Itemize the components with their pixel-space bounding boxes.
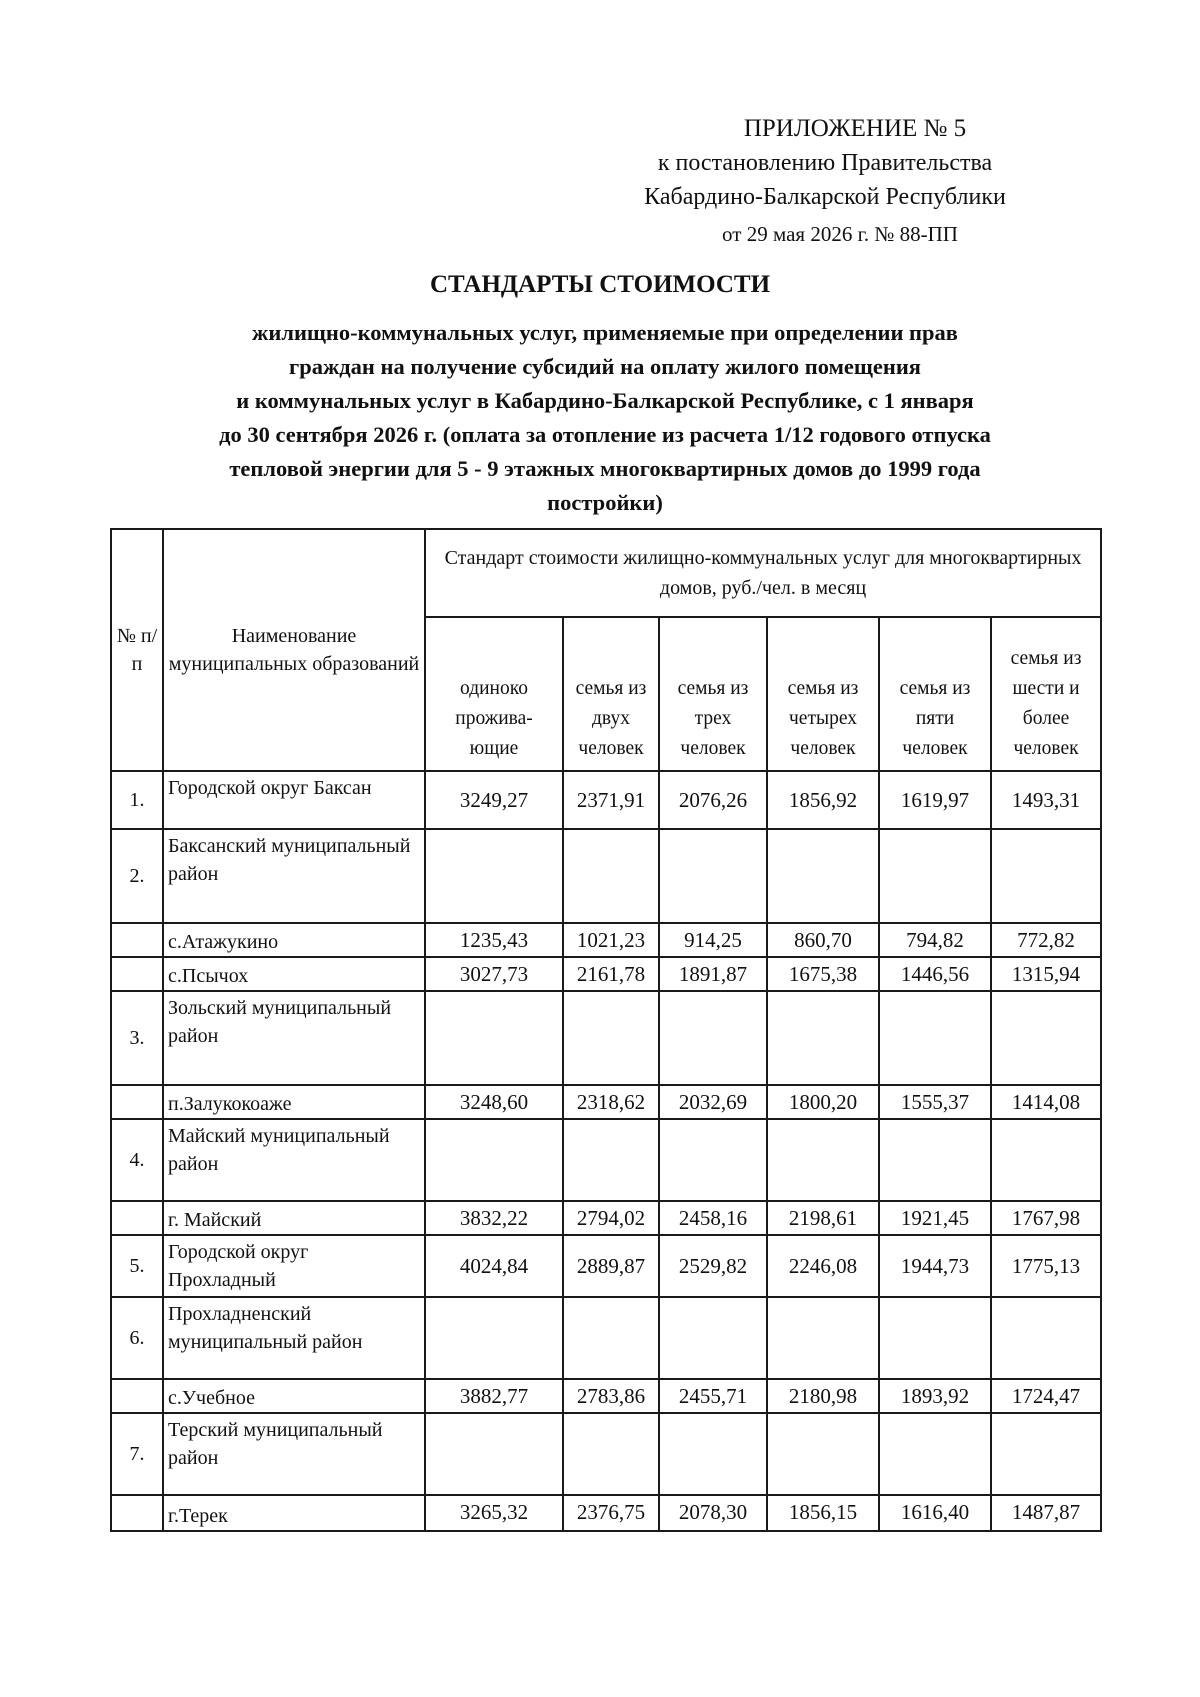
header-num: № п/п <box>111 529 163 771</box>
row-number <box>111 1201 163 1235</box>
appendix-line-1: к постановлению Правительства <box>657 150 993 176</box>
row-number <box>111 923 163 957</box>
row-value-4 <box>879 1119 991 1201</box>
row-value-1: 1021,23 <box>563 923 659 957</box>
row-value-2: 2455,71 <box>659 1379 767 1413</box>
row-value-2: 914,25 <box>659 923 767 957</box>
row-name: с.Учебное <box>163 1379 425 1413</box>
table-row <box>111 1119 1101 1201</box>
row-value-2: 2076,26 <box>659 771 767 829</box>
row-value-3: 1856,15 <box>767 1495 879 1531</box>
header-name: Наименование муниципальных образований <box>163 529 425 771</box>
row-value-0 <box>425 1119 563 1201</box>
header-column-5: семья из шести и более человек <box>991 617 1101 771</box>
row-value-4: 1921,45 <box>879 1201 991 1235</box>
row-value-2 <box>659 1119 767 1201</box>
row-value-5: 1775,13 <box>991 1235 1101 1297</box>
table-row <box>111 1413 1101 1495</box>
row-value-3 <box>767 829 879 923</box>
table-row <box>111 1297 1101 1379</box>
table-row <box>111 771 1101 829</box>
row-value-2 <box>659 1413 767 1495</box>
subtitle-line: граждан на получение субсидий на оплату жилого помещения <box>289 354 921 379</box>
row-value-4: 1893,92 <box>879 1379 991 1413</box>
row-value-4 <box>879 1413 991 1495</box>
header-column-1: семья из двух человек <box>563 617 659 771</box>
row-name: Городской округ Прохладный <box>163 1235 425 1297</box>
row-value-3 <box>767 1119 879 1201</box>
row-value-5 <box>991 991 1101 1085</box>
document-title: СТАНДАРТЫ СТОИМОСТИ <box>429 271 771 298</box>
row-number: 6. <box>111 1297 163 1379</box>
subtitle-line: тепловой энергии для 5 - 9 этажных многоквартирных домов до 1999 года <box>229 456 981 481</box>
row-value-1 <box>563 1297 659 1379</box>
row-number: 4. <box>111 1119 163 1201</box>
row-value-0: 4024,84 <box>425 1235 563 1297</box>
row-value-5: 1767,98 <box>991 1201 1101 1235</box>
table-row <box>111 1495 1101 1531</box>
row-number <box>111 1495 163 1531</box>
row-value-3: 1675,38 <box>767 957 879 991</box>
row-name: Баксанский муниципальный район <box>163 829 425 923</box>
row-name: Терский муниципальный район <box>163 1413 425 1495</box>
row-value-3: 1800,20 <box>767 1085 879 1119</box>
row-value-2 <box>659 991 767 1085</box>
row-name: г.Терек <box>163 1495 425 1531</box>
row-number <box>111 1379 163 1413</box>
row-name: Прохладненский муниципальный район <box>163 1297 425 1379</box>
row-value-4: 1446,56 <box>879 957 991 991</box>
header-column-0: одиноко прожива- ющие <box>425 617 563 771</box>
row-value-2: 2078,30 <box>659 1495 767 1531</box>
row-number: 1. <box>111 771 163 829</box>
header-column-4: семья из пяти человек <box>879 617 991 771</box>
subtitle-line: до 30 сентября 2026 г. (оплата за отопление из расчета 1/12 годового отпуска <box>219 422 991 447</box>
header-column-2: семья из трех человек <box>659 617 767 771</box>
row-value-3: 1856,92 <box>767 771 879 829</box>
header-column-3: семья из четырех человек <box>767 617 879 771</box>
row-value-5: 1724,47 <box>991 1379 1101 1413</box>
row-value-1: 2889,87 <box>563 1235 659 1297</box>
row-number: 7. <box>111 1413 163 1495</box>
row-value-0: 3248,60 <box>425 1085 563 1119</box>
row-value-4: 1616,40 <box>879 1495 991 1531</box>
row-name: с.Атажукино <box>163 923 425 957</box>
row-value-1 <box>563 1413 659 1495</box>
subtitle-line: жилищно-коммунальных услуг, применяемые при определении прав <box>252 320 958 345</box>
table-row <box>111 923 1101 957</box>
row-value-0: 1235,43 <box>425 923 563 957</box>
row-value-3: 2198,61 <box>767 1201 879 1235</box>
row-number: 2. <box>111 829 163 923</box>
row-number <box>111 1085 163 1119</box>
row-value-2 <box>659 1297 767 1379</box>
row-value-3: 860,70 <box>767 923 879 957</box>
row-value-5: 1315,94 <box>991 957 1101 991</box>
row-value-0 <box>425 1297 563 1379</box>
appendix-line-2: Кабардино-Балкарской Республики <box>644 184 1006 210</box>
subtitle-line: и коммунальных услуг в Кабардино-Балкарской Республике, с 1 января <box>236 388 974 413</box>
row-name: г. Майский <box>163 1201 425 1235</box>
standards-table <box>110 528 1102 1532</box>
row-name: п.Залукокоаже <box>163 1085 425 1119</box>
row-number: 5. <box>111 1235 163 1297</box>
row-name: Городской округ Баксан <box>163 771 425 829</box>
row-value-0: 3265,32 <box>425 1495 563 1531</box>
row-value-0: 3027,73 <box>425 957 563 991</box>
row-name: с.Псычох <box>163 957 425 991</box>
table-row <box>111 957 1101 991</box>
row-value-5 <box>991 1297 1101 1379</box>
table-row <box>111 829 1101 923</box>
row-value-1: 2794,02 <box>563 1201 659 1235</box>
row-value-3 <box>767 1297 879 1379</box>
table-row <box>111 1201 1101 1235</box>
row-value-0 <box>425 1413 563 1495</box>
table-row <box>111 991 1101 1085</box>
table-row <box>111 1085 1101 1119</box>
row-value-1: 2318,62 <box>563 1085 659 1119</box>
appendix-block <box>610 112 1040 254</box>
row-value-0: 3249,27 <box>425 771 563 829</box>
row-value-2: 2458,16 <box>659 1201 767 1235</box>
row-value-0 <box>425 991 563 1085</box>
row-value-1: 2161,78 <box>563 957 659 991</box>
row-value-4: 1555,37 <box>879 1085 991 1119</box>
subtitle-line: постройки) <box>547 490 663 515</box>
header-group: Стандарт стоимости жилищно-коммунальных услуг для многоквартирных домов, руб./чел. в месяц <box>425 529 1101 617</box>
table-row <box>111 1379 1101 1413</box>
row-value-4 <box>879 1297 991 1379</box>
row-value-2 <box>659 829 767 923</box>
row-value-3 <box>767 1413 879 1495</box>
row-value-3: 2180,98 <box>767 1379 879 1413</box>
row-value-1 <box>563 829 659 923</box>
row-value-3 <box>767 991 879 1085</box>
row-value-2: 1891,87 <box>659 957 767 991</box>
row-value-4 <box>879 829 991 923</box>
row-name: Зольский муниципальный район <box>163 991 425 1085</box>
row-value-5 <box>991 1119 1101 1201</box>
row-value-5: 1487,87 <box>991 1495 1101 1531</box>
table-row <box>111 1235 1101 1297</box>
row-number: 3. <box>111 991 163 1085</box>
row-value-4: 794,82 <box>879 923 991 957</box>
document-subtitle <box>110 316 1100 520</box>
row-value-5 <box>991 1413 1101 1495</box>
row-value-1: 2783,86 <box>563 1379 659 1413</box>
row-value-5: 772,82 <box>991 923 1101 957</box>
row-value-4 <box>879 991 991 1085</box>
row-value-1 <box>563 1119 659 1201</box>
row-value-1: 2371,91 <box>563 771 659 829</box>
row-number <box>111 957 163 991</box>
row-value-5: 1493,31 <box>991 771 1101 829</box>
row-value-2: 2529,82 <box>659 1235 767 1297</box>
row-value-1 <box>563 991 659 1085</box>
row-name: Майский муниципальный район <box>163 1119 425 1201</box>
appendix-title: ПРИЛОЖЕНИЕ № 5 <box>743 115 967 142</box>
appendix-date: от 29 мая 2026 г. № 88-ПП <box>722 222 958 246</box>
row-value-0: 3832,22 <box>425 1201 563 1235</box>
row-value-1: 2376,75 <box>563 1495 659 1531</box>
row-value-5 <box>991 829 1101 923</box>
row-value-4: 1619,97 <box>879 771 991 829</box>
row-value-5: 1414,08 <box>991 1085 1101 1119</box>
row-value-3: 2246,08 <box>767 1235 879 1297</box>
row-value-0 <box>425 829 563 923</box>
row-value-0: 3882,77 <box>425 1379 563 1413</box>
row-value-2: 2032,69 <box>659 1085 767 1119</box>
row-value-4: 1944,73 <box>879 1235 991 1297</box>
